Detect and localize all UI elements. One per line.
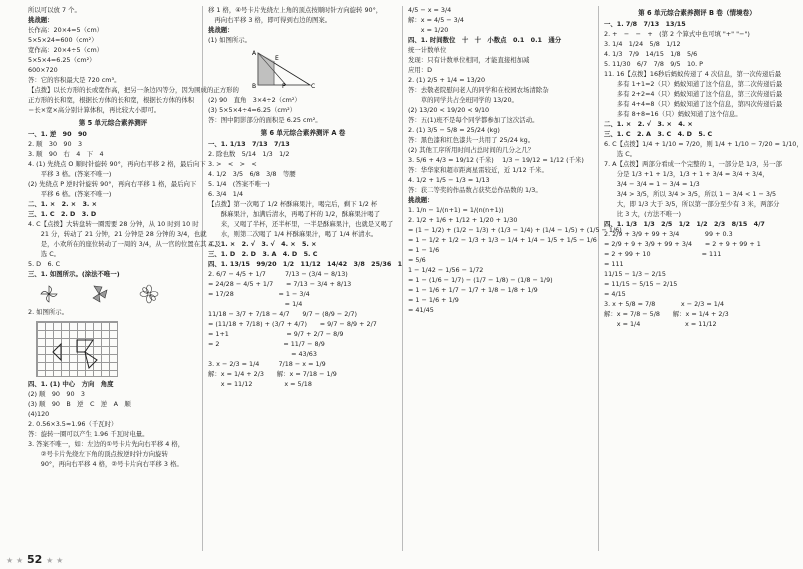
answer-line: = 1 − 1/2 + 1/2 − 1/3 + 1/3 − 1/4 + 1/4 − 1/5 + 1/5 − 1/6 [408,236,597,244]
point-label-e: E [275,55,279,62]
answer-line: 平移 3 格。(答案不唯一) [28,170,112,179]
answer-line: 4/5 − x = 3/4 [408,6,452,14]
rotation-grid-figure [36,321,118,377]
answer-line: 比 3 大，(方法不唯一) [604,210,682,219]
answer-line: = 24/28 − 4/5 + 1/7 = 7/13 − 3/4 + 8/13 [208,280,352,289]
answer-line: 解：x = 4/5 − 3/4 [408,16,464,24]
answer-line: 选 C。 [28,250,61,259]
answer-line: 答：获二等奖的作品数占获奖总作品数的 1/3。 [408,186,542,194]
answer-line: (3) 5×5×4÷4=6.25（cm²） [208,105,297,114]
answer-line: 答：华华家和超市距离星雷较近，近 1/12 千米。 [408,166,548,174]
answer-line: = 111 [604,260,624,269]
column-divider [598,6,599,551]
answer-line: 5×5×4=6.25（cm²） [28,56,96,64]
answer-line: (2) 其他工序所用时间占总时间的几分之几？ [408,146,535,154]
answer-line: (3) 顺 90 B 逆 C 逆 A 顺 [28,400,131,409]
answer-line: 7. A【点拨】两部分看成一个完整的 1，一部分是 1/3，另一部 [604,160,782,169]
answer-line: 2. (1) 2/5 + 1/4 = 13/20 [408,76,486,84]
answer-line: 四、1. 时间数位 十 十 小数点 0.1 0.1 通分 [408,36,562,44]
answer-line: = 41/45 [408,306,434,314]
answer-line: 多有 4+4=8（只）蚂蚁知道了这个信息，第四次传递后最 [604,100,783,109]
answer-line: 发现：只有计数单位相同，才能直接相加减 [408,56,530,64]
answer-line: 水，则第二次喝了 1/4 杯酥麻果汁，喝了 1/4 杯清水。 [208,230,378,239]
answer-line: 多有 2+2=4（只）蚂蚁知道了这个信息，第三次传递后最 [604,90,783,99]
answer-line: 5. 11/30 6/7 7/8 9/5 10. P [604,60,704,69]
answer-line: 1. 1/n − 1/(n+1) = 1/(n(n+1)) [408,206,504,214]
rotated-shapes [37,322,117,376]
answer-line: 应用：D [408,66,433,74]
answer-line: 4. 1/3 7/9 14/15 1/8 5/6 [604,50,698,59]
answer-line: = 2 = 11/7 − 8/9 [208,340,325,349]
answer-line: 二、1. × 2. √ 3. √ 4. × 5. × [208,240,317,249]
answer-line: 答：五(1)班不是每个同学都参加了这次活动。 [408,116,539,124]
answer-line: (2) 90 直角 3×4÷2（cm²） [208,95,301,104]
answer-line: 2. 顺 30 90 3 [28,140,83,149]
answer-line: 3. 顺 90 右 4 下 4 [28,150,104,159]
answer-line: 答：它的容积最大是 720 cm³。 [28,76,121,84]
answer-line: 大，即 1/3 大于 3/5，所以第一部分至少有 3 米，两部分 [604,200,780,209]
answer-column-2 [208,6,403,551]
answer-line: 11/18 − 3/7 + 7/18 − 4/7 9/7 − (8/9 − 2/7) [208,310,358,319]
answer-line: 3/4 > 3/5，所以 3/4 > 3/5，所以 1 − 3/4 < 1 − 3/5 [604,190,777,199]
answer-line: 3. 5/6 + 4/3 = 19/12 (千米) 1/3 − 19/12 = 1/12 (千米) [408,156,584,164]
answer-line: = 11/15 − 5/15 − 2/15 [604,280,678,289]
column-divider [402,6,403,551]
answer-line: = 2 + 99 + 10 = 111 [604,250,722,259]
answer-line: (2) 先绕点 P 逆时针旋转 90°，再向右平移 1 格，最后向下 [28,180,197,189]
answer-line: 5. D 6. C [28,260,61,269]
answer-line: 四、1. 13/15 99/20 1/2 11/12 14/42 3/8 25/36 1 [208,260,403,269]
answer-line: 长作高：20×4=5（cm） [28,26,104,34]
answer-line: 一、1. 1/13 7/13 7/13 [208,140,290,149]
answer-line: ＝长×宽×高分别计算体积，再比较大小即可。 [28,106,161,114]
answer-line: = 1+1 = 9/7 + 2/7 − 8/9 [208,330,344,339]
answer-line: (2) 顺 90 90 3 [28,390,85,399]
answer-line: = 1/4 [208,300,303,309]
point-label-a: A [252,50,257,57]
answer-line: = (1 − 1/2) + (1/2 − 1/3) + (1/3 − 1/4) + (1/4 − 1/5) + (1/5 − 1/6) [408,226,622,234]
answer-line: = 5/6 [408,256,426,264]
answer-line: 四、1. 1/3 1/3 2/5 1/2 1/2 2/3 8/15 4/7 [604,220,765,229]
answer-line: 是，小欢所在的座位转动了一周的 3/4，从一官的位置在其 4 及 [28,240,221,249]
answer-line: 二、1. × 2. × 3. × [28,200,97,209]
answer-line: 2. + − − + (第 2 个算式中也可填 "+" "−") [604,30,750,39]
answer-line: 21 分，转动了 21 分钟，21 分钟是 28 分钟的 3/4，也就 [28,230,207,239]
answer-line: 3/4 − 3/4 = 1 − 3/4 = 1/3 [604,180,700,189]
answer-line: 一、1. 7/8 7/13 13/15 [604,20,686,29]
answer-line: 三、1. C 2. D 3. D [28,210,97,219]
answer-line: (4)120 [28,410,50,419]
answer-line: 解：x = 7/8 − 5/8 解：x = 1/4 + 2/3 [604,310,729,319]
answer-line: 选 C。 [604,150,637,159]
answer-line: 3. 1/4 1/24 5/8 1/12 [604,40,681,49]
answer-line: 三、1. 如图所示。(涂法不唯一) [28,270,120,279]
answer-line: 草的同学共占全班同学的 13/20。 [408,96,518,104]
answer-line: 【点拨】第一次喝了 1/2 杯酥麻果汁，喝完后，剩下 1/2 杯 [208,200,378,209]
answer-line: 解：x = 1/4 + 2/3 解：x = 7/18 − 1/9 [208,370,337,379]
page-number: 52 [26,553,43,566]
answer-line: 酥麻果汁，加满后清水，再喝了杯的 1/2，酥麻果汁喝了 [208,210,381,219]
answer-line: (2) 13/20 < 19/20 < 9/10 [408,106,490,114]
answer-line: = 43/63 [208,350,317,359]
answer-line: 4. (1) 先绕点 O 顺时针旋转 90°，再向右平移 2 格，最后向下 [28,160,206,169]
answer-line: 四、1. (1) 中心 方向 角度 [28,380,114,389]
answer-line: 2. (1) 3/5 − 5/8 = 25/24 (kg) [408,126,500,134]
section-title: 第 6 单元综合素养测评 A 卷 [260,128,346,137]
answer-line: 来，又喝了半杯，还半杯里，一半是酥麻果汁，也就是又喝了 [208,220,394,229]
triangle-pinwheel-figure [88,284,110,304]
answer-line: 2. 6/7 − 4/5 + 1/7 7/13 − (3/4 − 8/13) [208,270,348,279]
answer-line: 分是 1/3 +1 + 1/3，1/3 + 1 + 3/4 = 3/4 + 3/4， [604,170,769,179]
answer-line: 所以可以放 7 个。 [28,6,81,14]
answer-line: (1) 如图所示。 [208,36,252,44]
answer-line: 1 − 1/42 − 1/56 − 1/72 [408,266,484,274]
point-label-b: B [252,83,257,90]
answer-line: 正方形的长和宽，根据长方体的长和宽，根据长方体的体积 [28,96,195,104]
answer-line: 移 1 格，④号卡片先绕左上角的顶点按顺时针方向旋转 90°， [208,6,383,14]
answer-line: 再向右平移 3 格，即可得到右边的图案。 [208,16,332,24]
answer-line: = 2/9 + 9 + 3/9 + 99 + 3/4 = 2 + 9 + 99 + 1 [604,240,761,249]
answer-line: 4. C【点拨】大转盘转一圈需要 28 分钟，从 10 时到 10 时 [28,220,199,229]
triangle-figure [248,49,318,89]
answer-line: 3. x + 5/8 = 7/8 x − 2/3 = 1/4 [604,300,725,309]
answer-line: 4. 1/2 + 1/5 − 1/3 = 1/13 [408,176,490,184]
answer-line: 【点拨】以长方形的长或宽作高，把另一条边四等分，因为围成的正方形的 [28,86,239,94]
answer-line: 2. 0.56×3.5≈1.96（千瓦时） [28,420,118,429]
answer-line: 3. 答案不唯一，如：左边的①号卡片先向右平移 4 格， [28,440,185,449]
answer-line: 3. x − 2/3 = 1/4 7/18 − x = 1/9 [208,360,326,369]
answer-line: 答：旋转一圈可以产生 1.96 千瓦时电量。 [28,430,149,439]
answer-line: 6. 3/4 1/4 [208,190,244,199]
answer-line: = 1 − (1/6 − 1/7) − (1/7 − 1/8) − (1/8 − 1/9) [408,276,553,284]
answer-line: = 1 − 1/6 [408,246,440,254]
answer-line: 11/15 − 1/3 − 2/15 [604,270,666,279]
pinwheel-figure [38,284,60,304]
answer-line: 5. 1/4 (答案不唯一) [208,180,270,189]
pinwheel-figures [38,284,198,304]
answer-line: = 1 − 1/6 + 1/7 − 1/7 + 1/8 − 1/8 + 1/9 [408,286,538,294]
answer-line: 统一计数单位 [408,46,447,54]
answer-line: 5×5×24=600（cm²） [28,36,98,44]
answer-line: 2. 1/2 + 1/6 + 1/12 + 1/20 + 1/30 [408,216,518,224]
answer-line: 6. C【点拨】1/4 + 1/10 = 7/20，则 1/4 + 1/10 − 7/20 = 1/10， [604,140,803,149]
answer-line: 二、1. × 2. √ 3. × 4. × [604,120,693,129]
star-decoration: ★ ★ [46,556,64,565]
answer-line: 2. 2/9 + 3/9 + 99 + 3/4 99 + 0.3 [604,230,733,239]
section-title: 第 5 单元综合素养测评 [78,119,148,127]
answer-line: x = 1/4 x = 11/12 [604,320,717,329]
answer-line: 宽作高：20×4÷5（cm） [28,46,104,54]
answer-line: 11. 16【点拨】16秒后蚂蚁传递了 4 次信息，第一次传递后最 [604,70,782,79]
point-label-c: C [311,83,316,90]
answer-line: 2. 除也数 5/14 1/3 1/2 [208,150,290,159]
star-decoration: ★ ★ [6,556,24,565]
answer-line: 平移 6 格。(答案不唯一) [28,190,112,199]
answer-line: = 4/15 [604,290,626,299]
answer-line: 3. > < > < [208,160,257,169]
answer-line: 4. 1/2 3/5 6/8 3/8 等腰 [208,170,296,179]
answer-line: = (11/18 + 7/18) + (3/7 + 4/7) = 9/7 − 8/9 + 2/7 [208,320,377,329]
point-label-p: P [282,83,286,90]
answer-line: 多有 1+1=2（只）蚂蚁知道了这个信息，第二次传递后最 [604,80,783,89]
answer-line: = 17/28 = 1 − 3/4 [208,290,310,299]
answer-column-4 [604,6,803,551]
answer-line: 600×720 [28,66,58,74]
answer-line: 三、1. D 2. D 3. A 4. D 5. C [208,250,318,259]
answer-line: 一、1. 逆 90 90 [28,130,87,139]
answer-line: ②号卡片先绕左下角的顶点按逆时针方向旋转 [28,450,168,459]
flower-figure [138,284,160,304]
answer-line: x = 1/20 [408,26,449,34]
answer-line: 多有 8+8=16（只）蚂蚁知道了这个信息。 [604,110,742,119]
answer-line: 2. 如图所示。 [28,308,69,317]
answer-line: x = 11/12 x = 5/18 [208,380,312,389]
answer-line: 三、1. C 2. A 3. C 4. D 5. C [604,130,713,139]
answer-line: 答：去敬老院慰问老人的同学和在校园农场清除杂 [408,86,549,94]
answer-line: 90°，再向右平移 4 格，②号卡片向右平移 3 格。 [28,460,183,469]
answer-line: 挑战题： [408,196,434,204]
page-footer [6,553,63,566]
answer-line: 答：图中阴影部分的面积是 6.25 cm²。 [208,115,322,124]
answer-line: 答：黑色漆和红色漆共一共用了 25/24 kg。 [408,136,535,144]
answer-line: 挑战题： [28,16,54,24]
answer-line: 挑战题： [208,26,234,34]
answer-line: = 1 − 1/6 + 1/9 [408,296,459,304]
section-title: 第 6 单元综合素养测评 B 卷（情境卷） [638,9,756,17]
